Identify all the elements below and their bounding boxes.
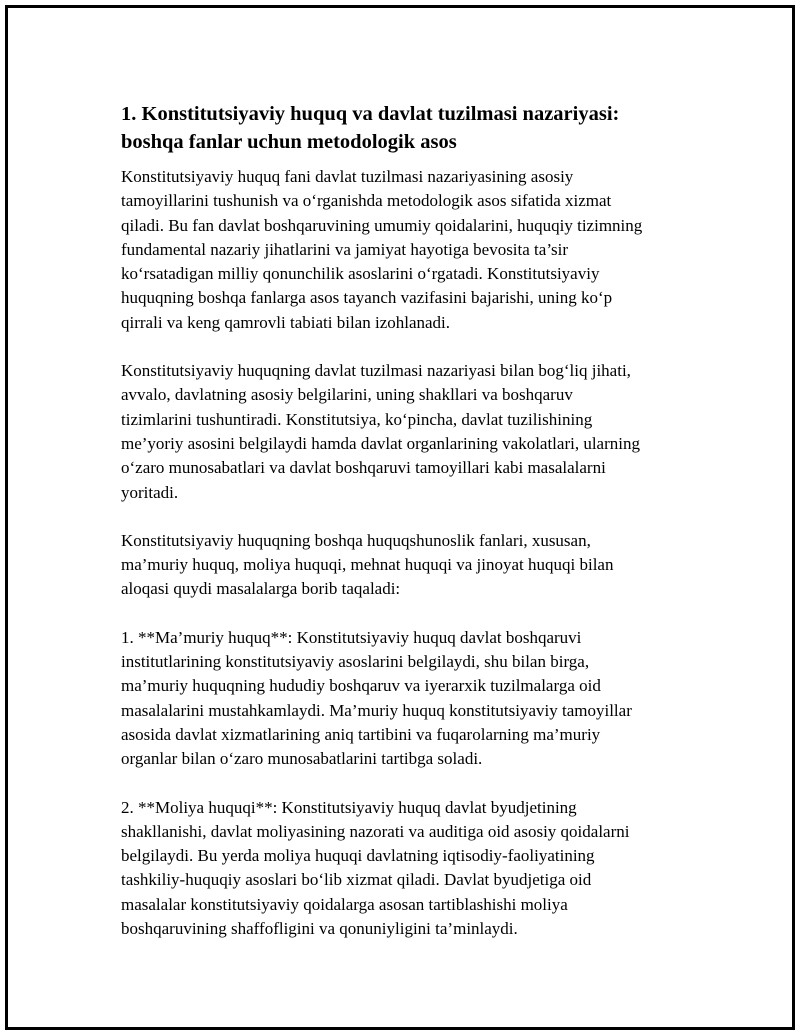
text-line: 2. **Moliya huquqi**: Konstitutsiyaviy huquq davlat byudjetining (121, 797, 577, 817)
text-line: yoritadi. (121, 482, 179, 502)
text-line: avvalo, davlatning asosiy belgilarini, uning shakllari va boshqaruv (121, 385, 573, 405)
text-line: masalalar konstitutsiyaviy qoidalarga asosan tartiblashishi moliya (121, 894, 568, 914)
text-line: Konstitutsiyaviy huquq fani davlat tuzilmasi nazariyasining asosiy (121, 167, 574, 186)
text-line: Konstitutsiyaviy huquqning boshqa huquqshunoslik fanlari, xususan, (121, 530, 591, 550)
document-body (121, 100, 691, 965)
text-line: tizimlarini tushuntiradi. Konstitutsiya, ko‘pincha, davlat tuzilishining (121, 409, 593, 429)
title-line: boshqa fanlar uchun metodologik asos (121, 131, 457, 153)
text-line: organlar bilan o‘zaro munosabatlarini tartibga soladi. (121, 749, 483, 769)
paragraph-state-structure (121, 359, 691, 505)
text-line: belgilaydi. Bu yerda moliya huquqi davlatning iqtisodiy-faoliyatining (121, 846, 595, 866)
text-line: tamoyillarini tushunish va o‘rganishda metodologik asos sifatida xizmat (121, 191, 612, 211)
paragraph-intro (121, 165, 691, 335)
text-line: me’yoriy asosini belgilaydi hamda davlat organlarining vakolatlari, ularning (121, 433, 640, 453)
text-line: masalalarini mustahkamlaydi. Ma’muriy huquq konstitutsiyaviy tamoyillar (121, 700, 632, 720)
text-line: qiladi. Bu fan davlat boshqaruvining umumiy qoidalarini, huquqiy tizimning (121, 215, 643, 235)
text-line: fundamental nazariy jihatlarini va jamiyat hayotiga bevosita ta’sir (121, 239, 569, 259)
text-line: institutlarining konstitutsiyaviy asoslarini belgilaydi, shu bilan birga, (121, 652, 590, 672)
text-line: 1. **Ma’muriy huquq**: Konstitutsiyaviy huquq davlat boshqaruvi (121, 627, 582, 647)
text-line: shakllanishi, davlat moliyasining nazorati va auditiga oid asosiy qoidalarni (121, 821, 630, 841)
text-line: ma’muriy huquqning hududiy boshqaruv va iyerarxik tuzilmalarga oid (121, 676, 601, 696)
list-item-administrative-law (121, 626, 691, 772)
text-line: aloqasi quydi masalalarga borib taqaladi: (121, 579, 401, 599)
text-line: o‘zaro munosabatlari va davlat boshqaruvi tamoyillari kabi masalalarni (121, 458, 606, 478)
text-line: qirrali va keng qamrovli tabiati bilan izohlanadi. (121, 312, 451, 332)
text-line: huquqning boshqa fanlarga asos tayanch vazifasini bajarishi, uning ko‘p (121, 288, 613, 308)
text-line: ma’muriy huquq, moliya huquqi, mehnat huquqi va jinoyat huquqi bilan (121, 555, 614, 575)
text-line: asosida davlat xizmatlarining aniq tartibini va fuqarolarning ma’muriy (121, 724, 601, 744)
title-line: 1. Konstitutsiyaviy huquq va davlat tuzilmasi nazariyasi: (121, 103, 620, 125)
page-frame (5, 5, 795, 1030)
paragraph-other-fields (121, 529, 691, 602)
text-line: Konstitutsiyaviy huquqning davlat tuzilmasi nazariyasi bilan bog‘liq jihati, (121, 361, 631, 381)
text-line: tashkiliy-huquqiy asoslari bo‘lib xizmat qiladi. Davlat byudjetiga oid (121, 870, 592, 890)
text-line: ko‘rsatadigan milliy qonunchilik asoslarini o‘rgatadi. Konstitutsiyaviy (121, 264, 600, 284)
text-line: boshqaruvining shaffofligini va qonuniyligini ta’minlaydi. (121, 919, 518, 939)
list-item-finance-law (121, 796, 691, 942)
document-title (121, 100, 691, 156)
